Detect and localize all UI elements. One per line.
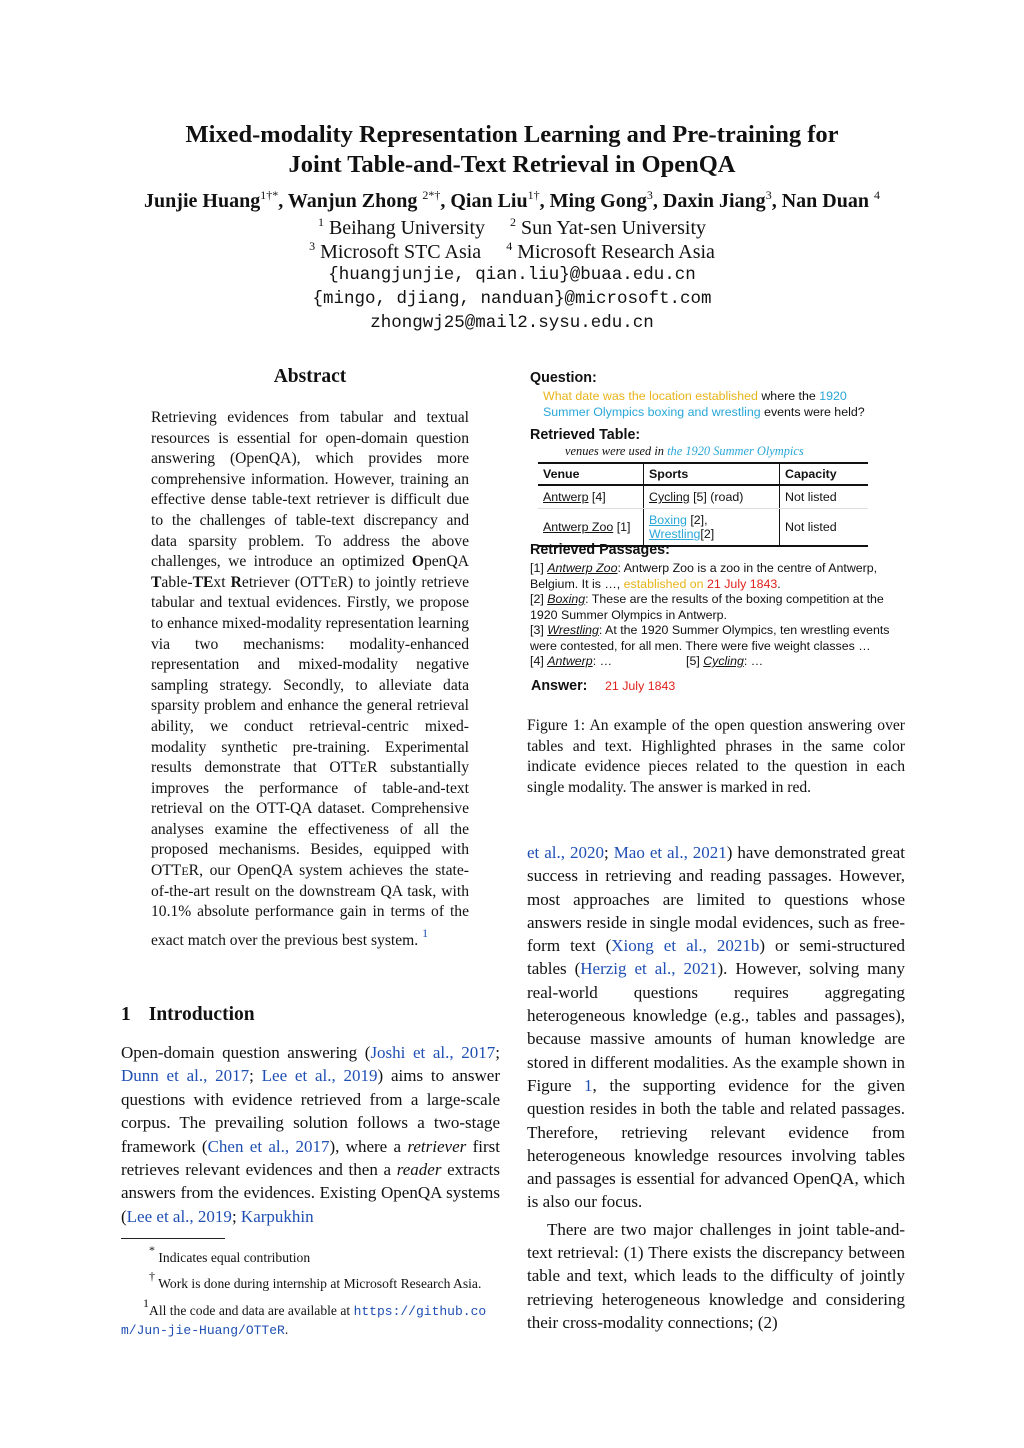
passage-num: [4] (530, 654, 548, 668)
body-paragraph (527, 841, 905, 1214)
table-cell: Not listed (780, 509, 869, 547)
abstract-text: to jointly retrieve tabular and textual evidences. Firstly, we propose to enhance mixed-modality representation learning via two mechanisms: modality-enhanced representation and mixed-modality negative sampling strategy. Secondly, to alleviate data sparsity problem and enhance the general retrieval ability, we conduct retrieval-centric mixed-modality synthetic pre-training. Experimental results demonstrate that (151, 573, 469, 777)
acronym: R) (337, 573, 354, 591)
author-mark: 2*† (422, 188, 441, 202)
footnote-text: Indicates equal contribution (158, 1250, 311, 1265)
author-list: Junjie Huang$^{1\dagger*}$, Wanjun Zhong $^{2*\dagger}$, Qian Liu$^{1\dagger}$, Ming Gong$^3$, Daxin Jiang$^3$, Nan Duan $^4$ (144, 188, 880, 212)
cell-text: [2], (686, 513, 708, 527)
email-line: {huangjunjie, qian.liu}@buaa.edu.cn (328, 265, 696, 285)
figure-1 (526, 368, 906, 698)
section-title: Introduction (148, 1004, 255, 1025)
highlight-red: 21 July 1843 (707, 576, 778, 591)
abstract-text: substantially improves the performance of table-and-text retrieval on the OTT-QA dataset. Comprehensive analyses examine the effectiveness of all the proposed mechanisms. Besides, equipped with (151, 759, 469, 859)
author-mark: 3 (765, 188, 772, 202)
passage-title: Wrestling (547, 623, 599, 637)
acronym-letter: TE (192, 573, 214, 591)
author-mark: 4 (873, 188, 880, 202)
retrieved-table (538, 462, 868, 547)
footnote-mark: 1 (143, 1295, 149, 1310)
footnote-mark: † (149, 1269, 155, 1284)
abstract-text: penQA (423, 553, 469, 571)
emphasis: reader (396, 1160, 442, 1180)
passage-num: [5] (686, 654, 704, 668)
table-cell: Not listed (780, 485, 869, 509)
affiliation-num: 4 (506, 239, 513, 253)
entity-link[interactable]: Boxing (649, 513, 687, 527)
table-header-row (538, 463, 868, 485)
author: Wanjun Zhong (287, 190, 418, 212)
column-header: Capacity (780, 463, 869, 485)
right-column-body (527, 841, 905, 1334)
retrieved-table-label: Retrieved Table: (530, 427, 641, 443)
author: Nan Duan (781, 190, 869, 212)
passage (530, 654, 612, 670)
citation-link[interactable]: Xiong et al., 2021b (611, 936, 760, 956)
affiliation-num: 3 (309, 239, 316, 253)
acronym-letter: R (230, 573, 242, 591)
passage-num: [2] (530, 592, 548, 606)
footnote-text: All the code and data are available at (149, 1302, 354, 1318)
affiliation: Beihang University (328, 217, 486, 239)
passage-text: . (777, 576, 781, 591)
table-caption (565, 444, 804, 460)
email-line: zhongwj25@mail2.sysu.edu.cn (370, 313, 654, 333)
question-label: Question: (530, 370, 597, 386)
affiliation-line-1 (120, 215, 904, 240)
acronym: OTT (329, 759, 360, 777)
title-line-2: Joint Table-and-Text Retrieval in OpenQA (288, 151, 736, 178)
table-cell (644, 509, 780, 547)
passage (530, 561, 898, 592)
acronym: E (181, 864, 189, 879)
cell-text: [5] (road) (689, 490, 744, 504)
table-cell (538, 485, 644, 509)
passage-title: Antwerp (547, 654, 593, 668)
body-paragraph: There are two major challenges in joint table-and-text retrieval: (1) There exists the discrepancy between table and text, which leads to the difficulty of jointly retrieving heterogeneous knowledge and considering their cross-modality connections; (2) (527, 1219, 905, 1332)
cell-text: [1] (613, 520, 631, 534)
passage-text: : Antwerp Zoo is a zoo in the centre of Antwerp, Belgium. It is …, (530, 561, 878, 591)
question-fragment: where the (757, 389, 820, 403)
author-mark: 1† (527, 188, 540, 202)
table-row (538, 509, 868, 547)
passage-title: Cycling (703, 654, 744, 668)
affiliation-num: 1 (317, 215, 324, 229)
body-text: ) or semi-structured tables ( (527, 936, 905, 979)
cell-text: [4] (588, 490, 606, 504)
abstract-text: able- (161, 573, 193, 591)
acronym: E (359, 761, 368, 776)
citation-link[interactable]: Lee et al., 2019 (261, 1066, 378, 1086)
citation-link[interactable]: Herzig et al., 2021 (580, 959, 718, 979)
citation-link[interactable]: et al., 2020 (527, 843, 604, 862)
footnote-divider (121, 1238, 225, 1239)
figure-caption: Figure 1: An example of the open question answering over tables and text. Highlighted phrases in the same color indicate evidence pieces related to the question in each single modality. The answer is marked in red. (527, 717, 905, 796)
title-line-1: Mixed-modality Representation Learning and Pre-training for (185, 121, 839, 148)
author-mark: 1†* (260, 188, 279, 202)
abstract-text: etriever (241, 573, 290, 591)
passage-num: [1] (530, 561, 548, 575)
acronym: R (367, 759, 378, 777)
table-row (538, 485, 868, 509)
cell-text: [2] (700, 527, 715, 541)
body-text: ; (231, 1206, 241, 1226)
body-text: Open-domain question answering ( (121, 1043, 371, 1062)
question-fragment: events were held? (760, 404, 865, 419)
passage-text: : These are the results of the boxing competition at the 1920 Summer Olympics in Antwerp. (530, 592, 884, 622)
entity-link[interactable]: Antwerp (543, 490, 589, 504)
citation-link[interactable]: Dunn et al., 2017 (121, 1066, 250, 1086)
footnote-text: Work is done during internship at Microsoft Research Asia. (158, 1276, 482, 1292)
passage (530, 592, 898, 623)
abstract-text: Retrieving evidences from tabular and textual resources is essential for open-domain question answering (OpenQA), which provides more comprehensive information. However, training an effective dense table-text retriever is difficult due to the challenges of table-text discrepancy and data sparsity problem. To address the above challenges, we introduce an optimized (151, 409, 469, 571)
body-text: ). However, solving many real-world questions requires aggregating heterogeneous knowledge (e.g., tables and passages), because massive amounts of human knowledge are stored in different modalities. As the example shown in Figure (527, 959, 905, 1095)
retrieved-passages-label: Retrieved Passages: (530, 542, 670, 558)
body-text: extracts answers from the evidences. Existing OpenQA systems ( (121, 1160, 500, 1226)
affiliation-num: 2 (510, 215, 517, 229)
acronym-letter: O (411, 553, 424, 571)
abstract-heading: Abstract (273, 366, 347, 387)
highlight-yellow: What date was the location established (543, 389, 758, 403)
highlight-blue: the 1920 Summer Olympics (667, 444, 804, 458)
affiliation: Microsoft Research Asia (517, 241, 715, 263)
acronym-letter: T (151, 573, 162, 591)
passage-title: Boxing (547, 592, 586, 606)
acronym: (OTT (294, 573, 331, 591)
passage (686, 654, 763, 670)
passage-text: : … (592, 654, 612, 668)
body-text: , the supporting evidence for the given question resides in both the table and related passages. Therefore, retrieving relevant evidence from heterogeneous knowledge resources involving tables and passages is essential for advanced OpenQA, which is also our focus. (527, 1075, 905, 1212)
passage-text: : At the 1920 Summer Olympics, ten wrestling events were contested, for all men. There were five weight classes … (530, 623, 890, 653)
acronym: R (188, 862, 200, 880)
body-text: ) have demonstrated great success in retrieving and reading passages. However, most approaches are limited to questions whose answers reside in single modal evidences, such as free-form text ( (527, 843, 906, 956)
acronym: E (330, 575, 338, 590)
citation-link[interactable]: Chen et al., 2017 (207, 1136, 330, 1156)
body-text: ) aims to answer questions with evidence retrieved from a large-scale corpus. The prevailing solution follows a two-stage framework ( (121, 1066, 501, 1156)
question-text (543, 389, 888, 420)
author: Daxin Jiang (662, 190, 766, 212)
column-header: Sports (644, 463, 780, 485)
footnote (121, 1294, 500, 1341)
passage-text: : … (743, 654, 764, 668)
passage-num: [3] (530, 623, 548, 637)
body-text: ; (603, 843, 614, 862)
footnotes (121, 1241, 500, 1340)
author-mark: 3 (646, 188, 653, 202)
answer-value: 21 July 1843 (605, 679, 676, 693)
table-cell (644, 485, 780, 509)
footnote-link[interactable]: 1 (422, 925, 429, 940)
abstract-text: , our OpenQA system achieves the state-of-the-art result on the downstream QA task, with 10.1% absolute performance gain in terms of the exact match over the previous best system. (151, 862, 469, 949)
body-text: ), where a (329, 1136, 408, 1156)
affiliation-line-2 (120, 239, 904, 264)
acronym: OTT (151, 862, 182, 880)
affiliation: Microsoft STC Asia (320, 241, 482, 263)
code-url-link[interactable]: https://github.com/Jun-jie-Huang/OTTeR (121, 1303, 487, 1338)
answer-label: Answer: (531, 678, 588, 694)
abstract-text: xt (213, 573, 231, 591)
intro-paragraph (121, 1041, 500, 1228)
footnote-mark: * (149, 1243, 155, 1257)
column-header: Venue (538, 463, 644, 485)
passage (530, 623, 898, 654)
citation-link[interactable]: Karpukhin (240, 1206, 314, 1226)
citation-link[interactable]: Lee et al., 2019 (126, 1206, 232, 1226)
figure-ref-link[interactable]: 1 (584, 1075, 593, 1095)
citation-link[interactable]: Joshi et al., 2017 (370, 1043, 496, 1062)
footnote (121, 1267, 500, 1293)
citation-link[interactable]: Mao et al., 2021 (613, 843, 727, 862)
body-text: first retrieves relevant evidences and then a (121, 1136, 500, 1180)
footnote (121, 1241, 500, 1267)
body-text: ; (495, 1043, 500, 1062)
emphasis: retriever (407, 1136, 467, 1156)
entity-link[interactable]: Cycling (649, 490, 690, 504)
highlight-blue: 1920 Summer Olympics boxing and wrestling (543, 389, 847, 419)
email-line: {mingo, djiang, nanduan}@microsoft.com (312, 289, 712, 309)
affiliation: Sun Yat-sen University (521, 217, 707, 239)
entity-link[interactable]: Wrestling (649, 527, 701, 541)
section-number: 1 (121, 1004, 131, 1025)
paper-title (120, 120, 904, 180)
passage-title: Antwerp Zoo (547, 561, 618, 575)
abstract-body (151, 408, 469, 951)
body-text: ; (249, 1066, 262, 1086)
table-caption-text: venues were used in (565, 444, 668, 458)
author: Junjie Huang (144, 190, 261, 212)
highlight-yellow: established on (623, 576, 708, 591)
footnote-text: . (284, 1321, 289, 1337)
author: Qian Liu (450, 190, 528, 212)
section-heading (121, 1004, 255, 1026)
arxiv-stamp (0, 0, 90, 1448)
author: Ming Gong (549, 190, 647, 212)
entity-link[interactable]: Antwerp Zoo (543, 520, 614, 534)
table-cell (538, 509, 644, 547)
